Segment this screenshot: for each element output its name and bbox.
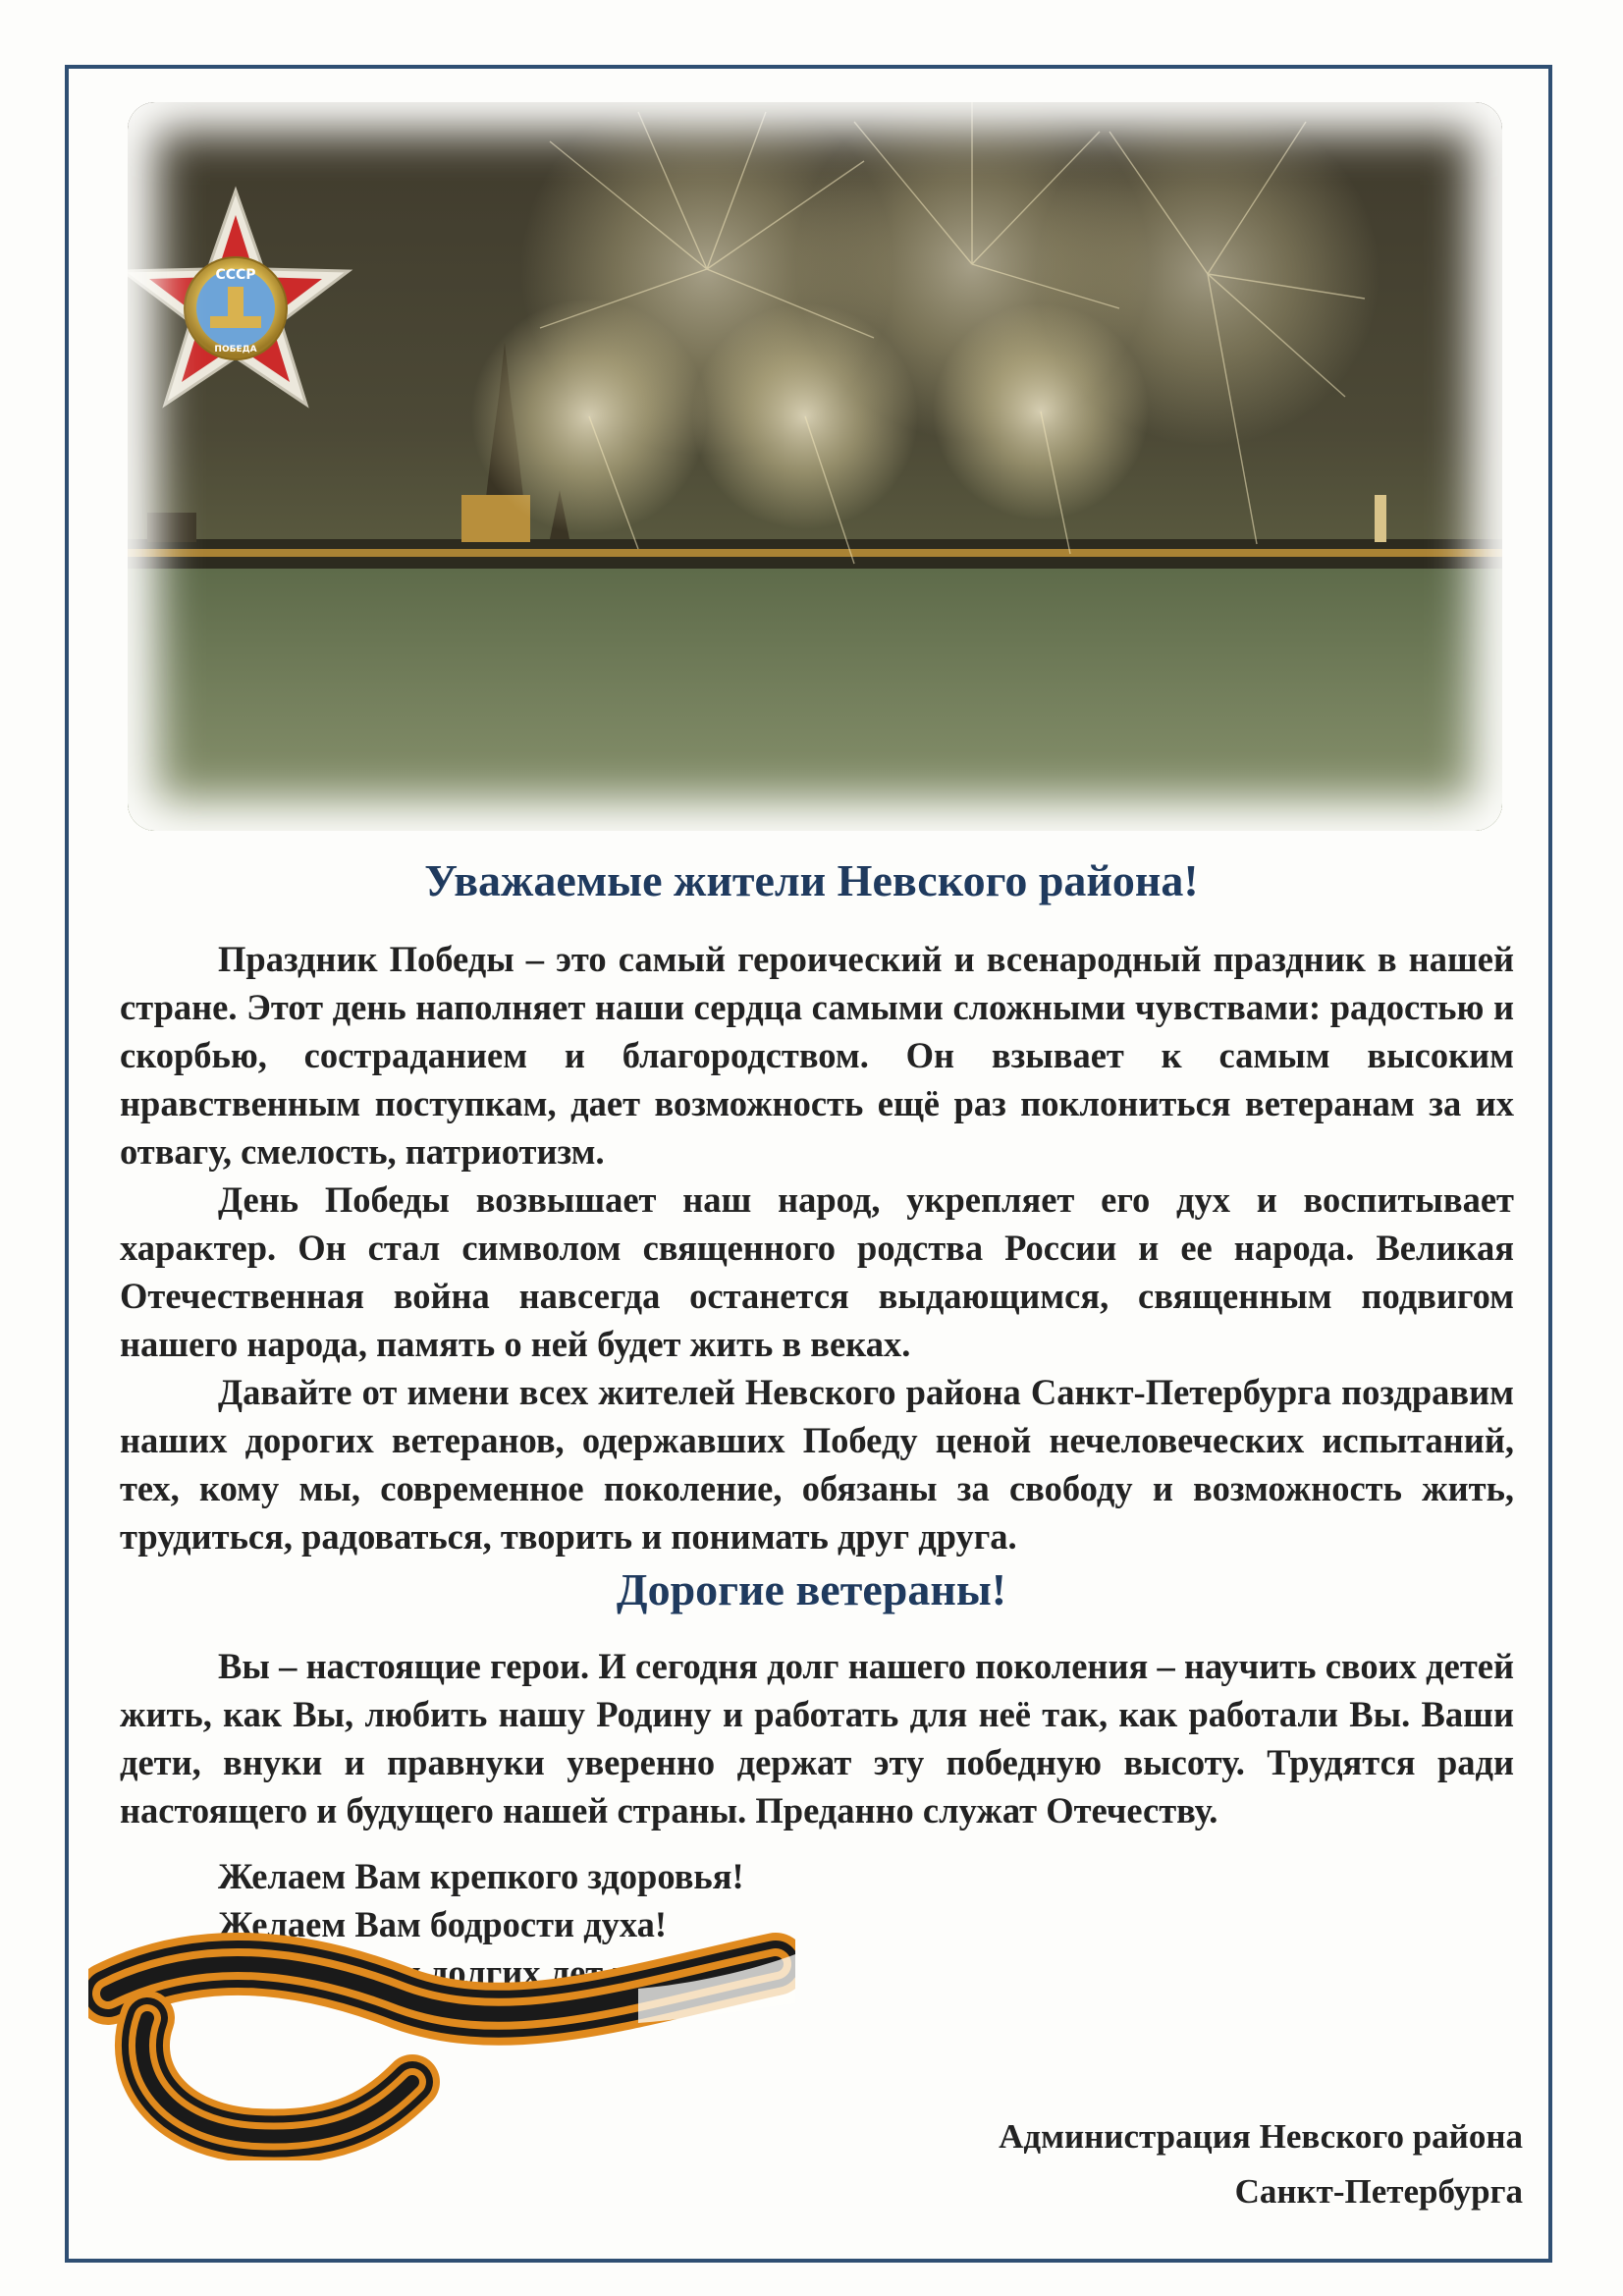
signature-line: Администрация Невского района [999, 2117, 1523, 2156]
body-paragraph: Давайте от имени всех жителей Невского района Санкт-Петербурга поздравим наших дорогих ветеранов, одержавших Победу ценой нечеловеческих испытаний, тех, кому мы, современное поколение, обязаны за свободу и возможность жить, трудиться, радоваться, творить и понимать друг друга. [120, 1372, 1514, 1557]
greeting-heading: Уважаемые жители Невского района! [424, 855, 1199, 905]
banner-fireworks-image [128, 102, 1502, 831]
body-paragraph: Праздник Победы – это самый героический и всенародный праздник в нашей стране. Этот день наполняет наши сердца самыми сложными чувствами: радостью и скорбью, состраданием и благородством. Он взывает к самым высоким нравственным поступкам, дает возможность ещё раз поклониться ветеранам за их отвагу, смелость, патриотизм. [120, 939, 1514, 1172]
signature-block [999, 2109, 1523, 2219]
veterans-body-text [120, 1642, 1514, 1834]
signature-line: Санкт-Петербурга [1234, 2172, 1523, 2211]
wish-line: Желаем Вам бодрости духа! [218, 1904, 668, 1944]
svg-text:СССР: СССР [215, 267, 256, 283]
main-body-text [120, 935, 1514, 1560]
veterans-heading: Дорогие ветераны! [616, 1564, 1007, 1614]
wish-line: Желаем Вам крепкого здоровья! [218, 1856, 744, 1896]
wish-line: Желаем Вам долгих лет жизни! [218, 1952, 727, 1993]
body-paragraph: День Победы возвышает наш народ, укрепляет его дух и воспитывает характер. Он стал символом священного родства России и ее народа. Великая Отечественная война навсегда останется выдающимся, священным подвигом нашего народа, память о ней будет жить в веках. [120, 1179, 1514, 1364]
svg-text:ПОБЕДА: ПОБЕДА [214, 345, 257, 355]
st-george-ribbon-icon [88, 1925, 795, 2160]
body-paragraph: Вы – настоящие герои. И сегодня долг нашего поколения – научить своих детей жить, как Вы, любить нашу Родину и работать для неё так, как работали Вы. Ваши дети, внуки и правнуки уверенно держат эту победную высоту. Трудятся ради настоящего и будущего нашей страны. Преданно служат Отечеству. [120, 1646, 1514, 1831]
